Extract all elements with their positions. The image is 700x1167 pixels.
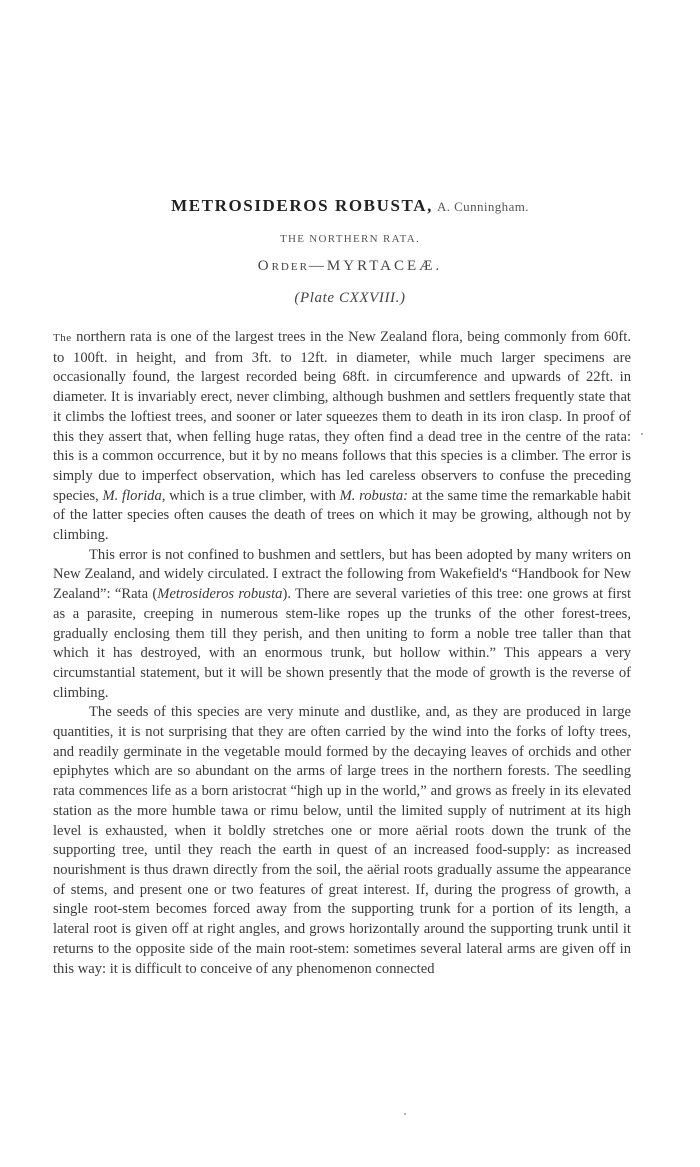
paragraph-2-text: This error is not confined to bushmen and settlers, but has been adopted by many writers on New Zealand, and widely circulated. I extract the following from Wakefield's “Handbook for New Zealand”: “Rata ( (53, 546, 631, 603)
paragraph-2-text-2: ). There are several varieties of this tree: one grows at first as a parasite, creeping in numerous stem-like ropes up the trunks of the other forest-trees, gradually enclosing them till they perish, and then uniting to form a noble tree taller than that which it has destroyed, with an enormous trunk, but hollow within.” This appears a very circumstantial statement, but it will be shown presently that the mode of growth is the reverse of climbing. (53, 586, 631, 701)
species-title (0, 196, 700, 216)
body-text (53, 328, 631, 979)
order-name: MYRTACEÆ. (326, 258, 443, 274)
paragraph-1 (53, 328, 631, 546)
plate-reference: (Plate CXXVIII.) (294, 290, 406, 306)
dropcap-word: The (53, 332, 72, 344)
paragraph-2-italic: Metrosideros robusta (157, 586, 283, 603)
species-author: A. Cunningham. (437, 199, 529, 214)
paragraph-3: The seeds of this species are very minute and dustlike, and, as they are produced in large quantities, it is not surprising that they are often carried by the wind into the forks of lofty trees, and readily germinate in the vegetable mould formed by the decaying leaves of orchids and other epiphytes which are so abundant on the arms of large trees in the northern forests. The seedling rata commences life as a born aristocrat “high up in the world,” and grows as freely in its elevated station as the more humble tawa or rimu below, until the limited supply of nutriment at its high level is exhausted, when it boldly stretches one or more aërial roots down the trunk of the supporting tree, until they reach the earth in quest of an increased food-supply: as increased nourishment is thus drawn directly from the soil, the aërial roots gradually assume the appearance of stems, and present one or two features of great interest. If, during the progress of growth, a single root-stem becomes forced away from the supporting trunk for a portion of its length, a lateral root is given off at right angles, and grows horizontally around the supporting trunk until it returns to the opposite side of the main root-stem: sometimes several lateral arms are given off in this way: it is difficult to conceive of any phenomenon connected (53, 704, 631, 977)
order-label-rest: RDER (271, 261, 309, 273)
paragraph-1-italic-1: M. florida, (102, 487, 166, 504)
order-line (0, 258, 700, 275)
paragraph-1-italic-2: M. robusta: (339, 487, 409, 504)
species-name: METROSIDEROS ROBUSTA, (171, 196, 433, 215)
paragraph-2 (53, 546, 631, 704)
paragraph-1-text-3: at the same time the remarkable habit of the latter species often causes the death of trees on which it may be growing, although not by climbing. (53, 487, 631, 544)
paragraph-1-text-2: which is a true climber, with (165, 487, 336, 504)
order-dash: — (308, 258, 327, 274)
common-name: THE NORTHERN RATA. (279, 233, 421, 245)
paragraph-1-text: northern rata is one of the largest trees in the New Zealand flora, being commonly from 60ft. to 100ft. in height, and from 3ft. to 12ft. in diameter, while much larger specimens are occasionally found, the largest recorded being 68ft. in circumference and upwards of 22ft. in diameter. It is invariably erect, never climbing, although bushmen and settlers frequently state that it climbs the loftiest trees, and sooner or later squeezes them to death in its iron clasp. In proof of this they assert that, when felling huge ratas, they often find a dead tree in the centre of the rata: this is a common occurrence, but it by no means follows that this species is a climber. The error is simply due to imperfect observation, which has led careless observers to confuse the preceding species, (53, 329, 631, 504)
order-label-initial: O (257, 258, 272, 274)
print-speck (641, 433, 643, 435)
print-speck (404, 1113, 406, 1115)
